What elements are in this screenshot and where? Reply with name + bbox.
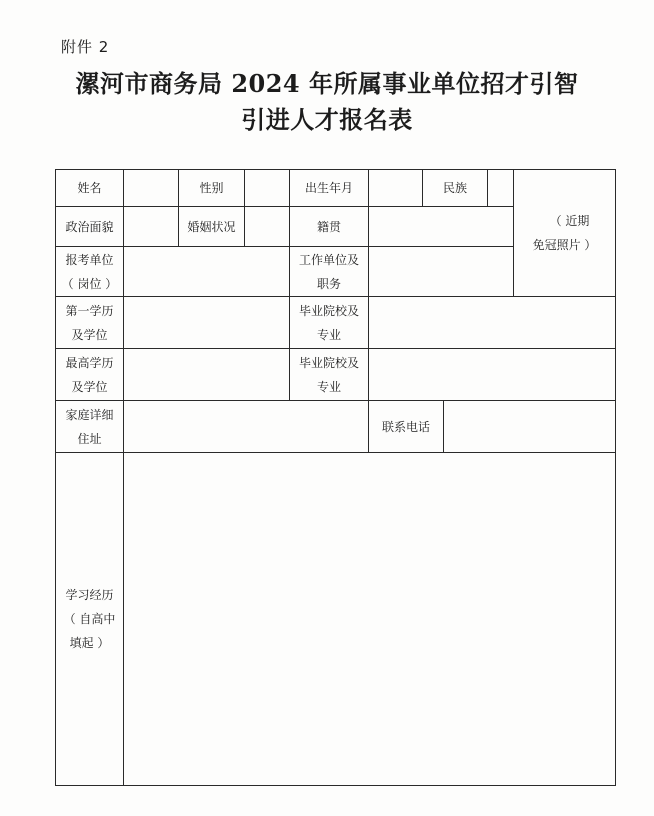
highest-edu-label-line1: 最高学历 xyxy=(65,355,114,370)
applied-unit-label-line1: 报考单位 xyxy=(65,252,114,267)
grad-school2-label xyxy=(290,349,369,401)
study-history-label-line3: 填起 ） xyxy=(69,636,110,650)
name-field[interactable] xyxy=(124,170,179,207)
study-history-label xyxy=(56,453,124,786)
form-title-line2: 引进人才报名表 xyxy=(241,105,413,134)
photo-label-line2: 免冠照片 ） xyxy=(532,238,597,252)
applied-unit-field[interactable] xyxy=(124,247,290,297)
ethnicity-field[interactable] xyxy=(488,170,514,207)
form-title-line1: 漯河市商务局 2024 年所属事业单位招才引智 xyxy=(75,69,579,98)
marital-label: 婚姻状况 xyxy=(179,207,245,247)
photo-label-line1: （ 近期 xyxy=(549,214,590,228)
study-history-label-line1: 学习经历 xyxy=(65,588,114,602)
grad-school1-label-line1: 毕业院校及 xyxy=(298,303,359,318)
marital-field[interactable] xyxy=(245,207,290,247)
highest-edu-label xyxy=(56,349,124,401)
phone-label: 联系电话 xyxy=(369,401,444,453)
applied-unit-label xyxy=(56,247,124,297)
first-edu-label-line2: 及学位 xyxy=(71,327,108,342)
gender-field[interactable] xyxy=(245,170,290,207)
gender-label: 性别 xyxy=(179,170,245,207)
phone-field[interactable] xyxy=(444,401,616,453)
birth-label: 出生年月 xyxy=(290,170,369,207)
first-edu-field[interactable] xyxy=(124,297,290,349)
birth-field[interactable] xyxy=(369,170,423,207)
grad-school1-label-line2: 专业 xyxy=(316,327,341,342)
study-history-field[interactable] xyxy=(124,453,616,786)
study-history-label-line2: （ 自高中 xyxy=(63,612,116,626)
highest-edu-label-line2: 及学位 xyxy=(71,379,108,394)
name-label: 姓名 xyxy=(56,170,124,207)
highest-edu-field[interactable] xyxy=(124,349,290,401)
political-field[interactable] xyxy=(124,207,179,247)
native-place-label: 籍贯 xyxy=(290,207,369,247)
political-label: 政治面貌 xyxy=(56,207,124,247)
ethnicity-label: 民族 xyxy=(423,170,488,207)
applied-unit-label-line2: （ 岗位 ） xyxy=(61,276,118,291)
attachment-label: 附件 2 xyxy=(61,38,110,56)
native-place-field[interactable] xyxy=(369,207,514,247)
work-unit-label xyxy=(290,247,369,297)
address-field[interactable] xyxy=(124,401,369,453)
grad-school2-label-line2: 专业 xyxy=(316,379,341,394)
grad-school2-field[interactable] xyxy=(369,349,616,401)
grad-school2-label-line1: 毕业院校及 xyxy=(298,355,359,370)
first-edu-label-line1: 第一学历 xyxy=(65,303,114,318)
grad-school1-field[interactable] xyxy=(369,297,616,349)
work-unit-label-line1: 工作单位及 xyxy=(298,252,359,267)
address-label xyxy=(56,401,124,453)
first-edu-label xyxy=(56,297,124,349)
address-label-line2: 住址 xyxy=(77,431,102,446)
work-unit-field[interactable] xyxy=(369,247,514,297)
grad-school1-label xyxy=(290,297,369,349)
address-label-line1: 家庭详细 xyxy=(65,407,114,422)
photo-box[interactable] xyxy=(514,170,616,297)
registration-form-table xyxy=(55,169,616,786)
work-unit-label-line2: 职务 xyxy=(316,276,341,291)
